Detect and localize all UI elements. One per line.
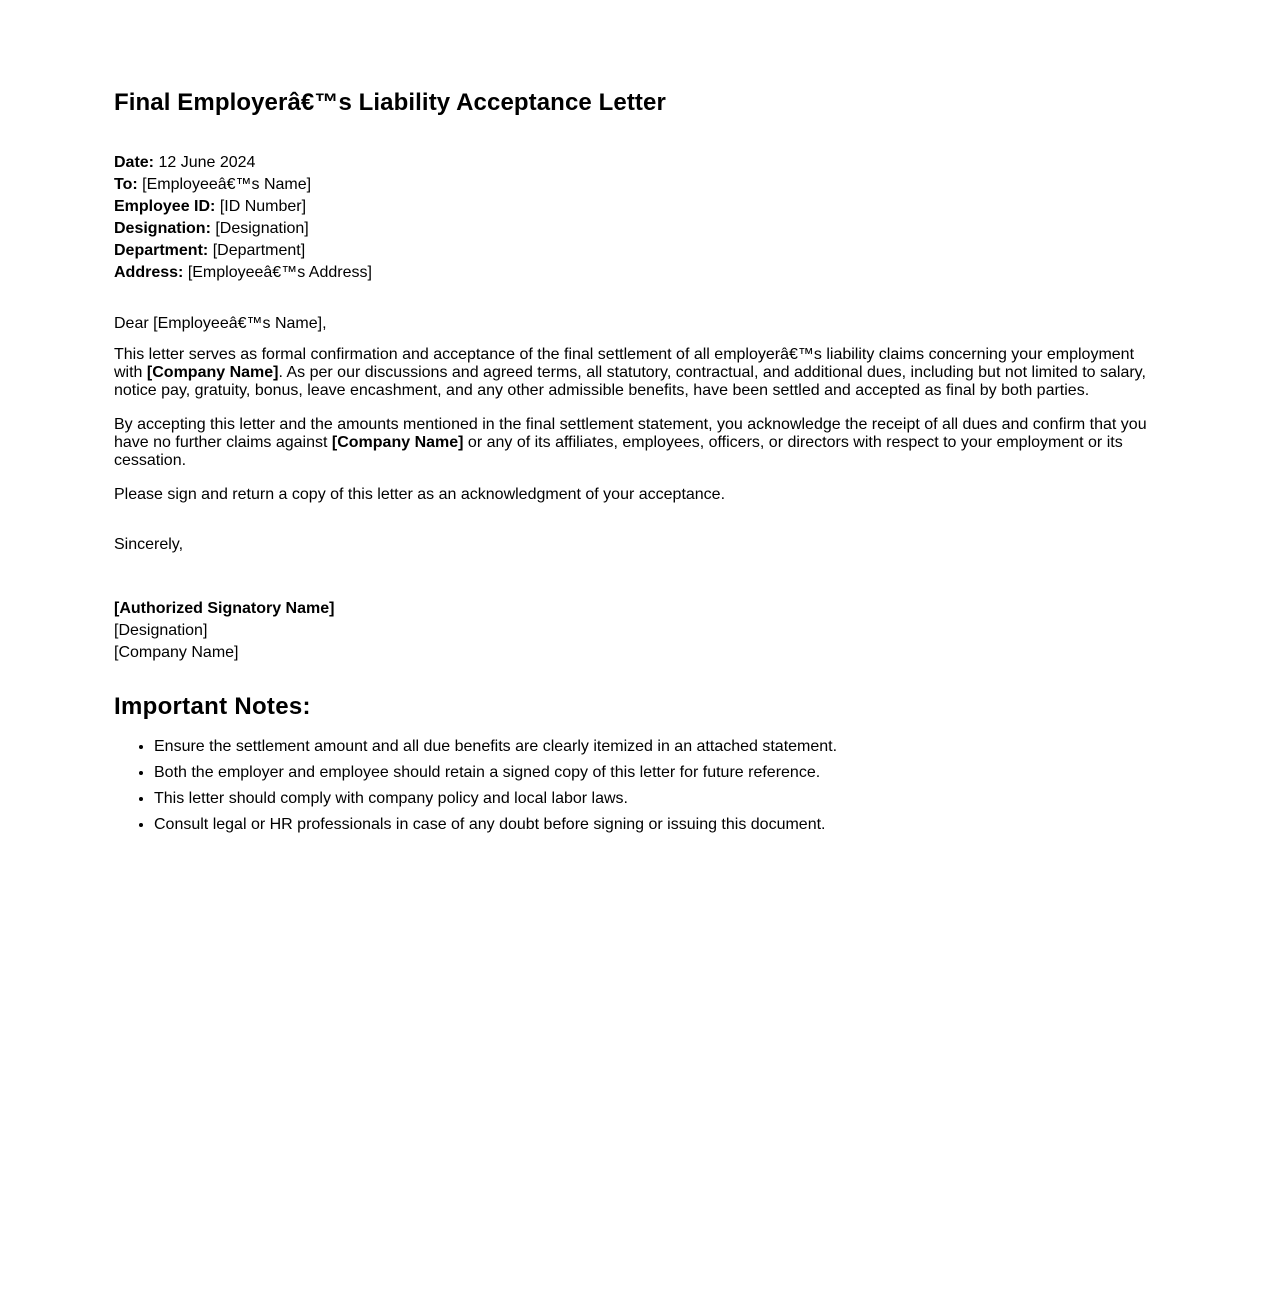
- paragraph-text: . As per our discussions and agreed terms, all statutory, contractual, and additional dues, including but not limited to salary, notice pay, gratuity, bonus, leave encashment, and any other admissible benefits, have been settled and accepted as final by both parties.: [114, 364, 1146, 399]
- meta-value: [ID Number]: [219, 198, 307, 215]
- paragraph-text: By accepting this letter and the amounts mentioned in the final settlement statement, you acknowledge the receipt of all dues and confirm that you have no further claims against: [114, 416, 1147, 451]
- signatory-name: [Authorized Signatory Name]: [114, 600, 335, 617]
- meta-address: [114, 262, 1154, 284]
- meta-value: [Designation]: [215, 220, 309, 237]
- meta-designation: [114, 218, 1154, 240]
- signature-block: [114, 598, 1154, 664]
- paragraph-text: This letter serves as formal confirmation and acceptance of the final settlement of all employerâ€™s liability claims concerning your employment with: [114, 346, 1135, 381]
- meta-label: To:: [114, 176, 138, 193]
- closing: Sincerely,: [114, 536, 184, 553]
- company-name-placeholder: [Company Name]: [146, 364, 279, 381]
- meta-department: [114, 240, 1154, 262]
- meta-value: [Employeeâ€™s Name]: [142, 176, 312, 193]
- list-item: • Ensure the settlement amount and all due benefits are clearly itemized in an attached statement.: [154, 738, 1154, 756]
- meta-value: 12 June 2024: [158, 154, 256, 171]
- list-item: • Consult legal or HR professionals in case of any doubt before signing or issuing this document.: [154, 816, 1154, 834]
- notes-list: [114, 738, 1154, 834]
- notes-heading: Important Notes:: [114, 693, 311, 720]
- letter-meta: [114, 152, 1154, 284]
- signatory-company: [Company Name]: [114, 644, 239, 661]
- body-paragraph-2: [114, 416, 1154, 470]
- body-paragraph-1: [114, 346, 1154, 400]
- meta-label: Designation:: [114, 220, 211, 237]
- document-title: Final Employerâ€™s Liability Acceptance Letter: [114, 89, 666, 116]
- meta-value: [Employeeâ€™s Address]: [187, 264, 372, 281]
- list-item: • This letter should comply with company policy and local labor laws.: [154, 790, 1154, 808]
- salutation: Dear [Employeeâ€™s Name],: [114, 315, 327, 332]
- meta-date: [114, 152, 1154, 174]
- list-item: • Both the employer and employee should retain a signed copy of this letter for future reference.: [154, 764, 1154, 782]
- meta-label: Address:: [114, 264, 184, 281]
- body-paragraph-3: Please sign and return a copy of this letter as an acknowledgment of your acceptance.: [114, 486, 726, 503]
- meta-label: Department:: [114, 242, 209, 259]
- signatory-designation: [Designation]: [114, 622, 208, 639]
- meta-label: Date:: [114, 154, 155, 171]
- company-name-placeholder: [Company Name]: [331, 434, 464, 451]
- meta-employee-id: [114, 196, 1154, 218]
- paragraph-text: or any of its affiliates, employees, officers, or directors with respect to your employment or its cessation.: [114, 434, 1123, 469]
- meta-label: Employee ID:: [114, 198, 216, 215]
- meta-to: [114, 174, 1154, 196]
- meta-value: [Department]: [212, 242, 306, 259]
